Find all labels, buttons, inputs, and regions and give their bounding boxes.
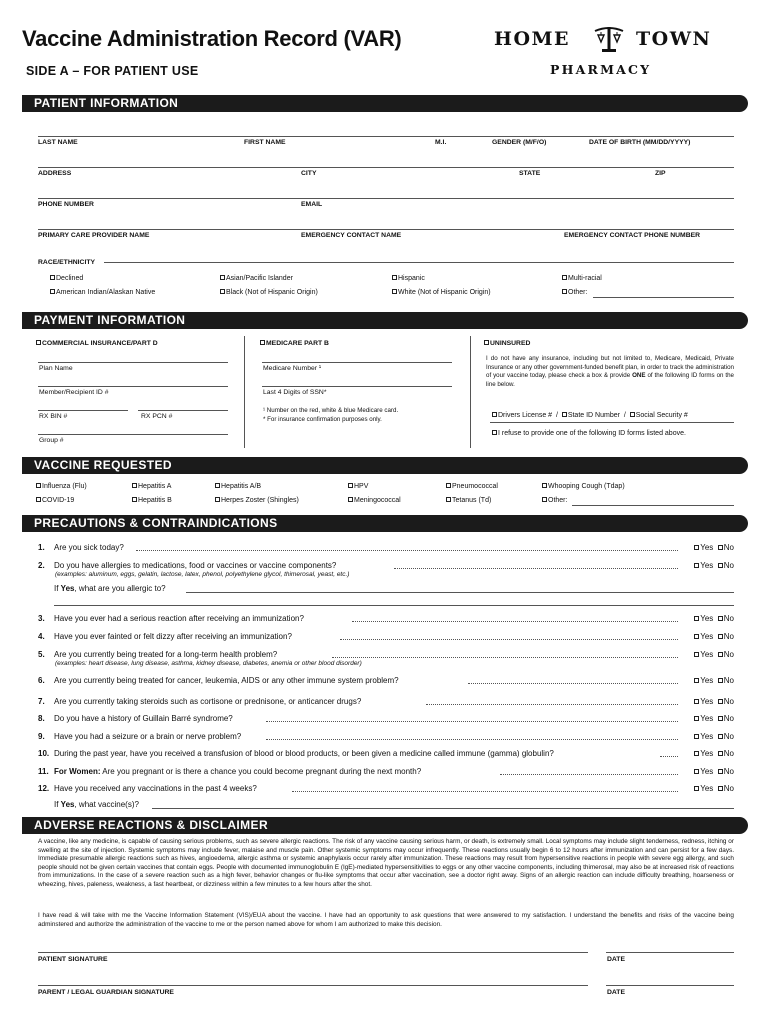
checkbox[interactable] bbox=[562, 412, 567, 417]
checkbox[interactable] bbox=[718, 616, 723, 621]
commercial-insurance-option[interactable]: COMMERCIAL INSURANCE/PART D bbox=[36, 340, 158, 347]
guardian-signature-line[interactable] bbox=[38, 985, 588, 986]
yes-no-options[interactable]: Yes No bbox=[694, 614, 734, 623]
checkbox[interactable] bbox=[694, 751, 699, 756]
race-label: RACE/ETHNICITY bbox=[38, 259, 96, 266]
medicare-card-note: ¹ Number on the red, white & blue Medicare card. bbox=[263, 407, 399, 414]
question-7: 7. Are you currently taking steroids such as cortisone or prednisone, or anticancer drugs? Yes No bbox=[38, 697, 734, 706]
vaccine-option-hepatitis-ab[interactable]: Hepatitis A/B bbox=[215, 483, 261, 490]
yes-no-options[interactable]: Yes No bbox=[694, 714, 734, 723]
address-line[interactable] bbox=[38, 167, 734, 168]
drivers-license-option[interactable]: Drivers License # bbox=[492, 412, 552, 419]
question-3: 3. Have you ever had a serious reaction after receiving an immunization? Yes No bbox=[38, 614, 734, 623]
checkbox[interactable] bbox=[132, 497, 137, 502]
vaccine-option-meningococcal[interactable]: Meningococcal bbox=[348, 497, 401, 504]
checkbox[interactable] bbox=[718, 734, 723, 739]
pharmacy-logo bbox=[494, 22, 744, 82]
name-line[interactable] bbox=[38, 136, 734, 137]
id-options: Drivers License # / State ID Number / Social Security # bbox=[492, 412, 688, 419]
checkbox[interactable] bbox=[215, 497, 220, 502]
checkbox[interactable] bbox=[694, 699, 699, 704]
checkbox[interactable] bbox=[36, 497, 41, 502]
yes-no-options[interactable]: Yes No bbox=[694, 749, 734, 758]
group-label: Group # bbox=[39, 437, 64, 444]
checkbox[interactable] bbox=[694, 716, 699, 721]
checkbox[interactable] bbox=[694, 769, 699, 774]
checkbox[interactable] bbox=[392, 275, 397, 280]
allergy-answer-line-2[interactable] bbox=[54, 605, 734, 606]
ssn-line[interactable] bbox=[262, 386, 452, 387]
rx-bin-line[interactable] bbox=[38, 410, 128, 411]
question-2-examples: (examples: aluminum, eggs, gelatin, lactose, latex, phenol, polyethylene glycol, thimerosal, yeast, etc.) bbox=[55, 571, 350, 578]
plan-name-line[interactable] bbox=[38, 362, 228, 363]
checkbox[interactable] bbox=[492, 412, 497, 417]
member-id-label: Member/Recipient ID # bbox=[39, 389, 109, 396]
phone-line[interactable] bbox=[38, 198, 734, 199]
vaccine-answer-line[interactable] bbox=[152, 808, 734, 809]
race-option-black[interactable]: Black (Not of Hispanic Origin) bbox=[220, 289, 318, 296]
checkbox[interactable] bbox=[718, 563, 723, 568]
race-option-declined[interactable]: Declined bbox=[50, 275, 83, 282]
patient-date-label: DATE bbox=[607, 956, 625, 963]
ssn-label: Last 4 Digits of SSN* bbox=[263, 389, 327, 396]
vaccine-option-influenza[interactable]: Influenza (Flu) bbox=[36, 483, 87, 490]
vaccine-option-tdap[interactable]: Whooping Cough (Tdap) bbox=[542, 483, 625, 490]
yes-no-options[interactable]: Yes No bbox=[694, 676, 734, 685]
checkbox[interactable] bbox=[446, 497, 451, 502]
race-option-asian[interactable]: Asian/Pacific Islander bbox=[220, 275, 293, 282]
checkbox[interactable] bbox=[718, 634, 723, 639]
yes-no-options[interactable]: Yes No bbox=[694, 632, 734, 641]
patient-date-line[interactable] bbox=[606, 952, 734, 953]
checkbox[interactable] bbox=[718, 699, 723, 704]
checkbox[interactable] bbox=[50, 275, 55, 280]
rx-bin-label: RX BIN # bbox=[39, 413, 68, 420]
insurance-note: * For insurance confirmation purposes only. bbox=[263, 415, 382, 423]
checkbox[interactable] bbox=[694, 616, 699, 621]
checkbox[interactable] bbox=[718, 716, 723, 721]
checkbox[interactable] bbox=[542, 497, 547, 502]
section-header-adverse bbox=[22, 817, 748, 834]
question-12-followup: If Yes, what vaccine(s)? bbox=[54, 800, 139, 809]
vaccine-other-line[interactable] bbox=[572, 505, 734, 506]
first-name-label: FIRST NAME bbox=[244, 139, 286, 146]
guardian-date-line[interactable] bbox=[606, 985, 734, 986]
guardian-signature-label: PARENT / LEGAL GUARDIAN SIGNATURE bbox=[38, 989, 174, 996]
rx-pcn-label: RX PCN # bbox=[141, 413, 173, 420]
question-11: 11. For Women: Are you pregnant or is there a chance you could become pregnant during the next month? Yes No bbox=[38, 767, 734, 776]
checkbox[interactable] bbox=[694, 634, 699, 639]
checkbox[interactable] bbox=[718, 652, 723, 657]
pcp-label: PRIMARY CARE PROVIDER NAME bbox=[38, 232, 150, 239]
vaccine-option-shingles[interactable]: Herpes Zoster (Shingles) bbox=[215, 497, 299, 504]
patient-signature-line[interactable] bbox=[38, 952, 588, 953]
vaccine-option-hepatitis-a[interactable]: Hepatitis A bbox=[132, 483, 171, 490]
adverse-reactions-paragraph: A vaccine, like any medicine, is capable of causing serious problems, such as severe allergic reactions. The risk of any vaccine causing serious harm, or death, is extremely small. Local symptoms may include slight tenderness, redness, itching or swelling at the site of injection. Systemic symptoms may include fever, malaise and muscle pain. Other systemic symptoms may occur infrequently. These reactions usually begin 6 to 12 hours after immunization and can persist for a few days. Immediate presumable allergic reactions such as hives, angioedema, allergic asthma or systemic anaphylaxis occur rarely after immunization. These reactions may result from hypersensitive reactions in people with severe egg allergy, and such people should not be given certain vaccines that contain eggs. People with documented immunoglobulin E (IgE)-mediated hypersensitivities to eggs or any other vaccine components, including thimerosal, may also be at increased risk of reactions from immunizations. In the case of a severe reaction such as a high fever, behavior changes or flu-like symptoms that occur after vaccination, see a doctor right away. Signs of an allergic reaction can include difficulty breathing, hoarseness or wheezing, hives, paleness, weakness, a fast heartbeat, or dizziness within a few minutes to a few hours after the shot. bbox=[38, 838, 734, 888]
question-2: 2. Do you have allergies to medications, food or vaccines or vaccine components? Yes No bbox=[38, 561, 734, 570]
phone-label: PHONE NUMBER bbox=[38, 201, 94, 208]
column-divider bbox=[470, 336, 471, 448]
yes-no-options[interactable]: Yes No bbox=[694, 561, 734, 570]
address-label: ADDRESS bbox=[38, 170, 72, 177]
yes-no-options[interactable]: Yes No bbox=[694, 697, 734, 706]
zip-label: ZIP bbox=[655, 170, 666, 177]
member-id-line[interactable] bbox=[38, 386, 228, 387]
checkbox[interactable] bbox=[215, 483, 220, 488]
last-name-label: LAST NAME bbox=[38, 139, 78, 146]
section-header-precautions bbox=[22, 515, 748, 532]
uninsured-option[interactable]: UNINSURED bbox=[484, 340, 530, 347]
race-option-hispanic[interactable]: Hispanic bbox=[392, 275, 425, 282]
question-4: 4. Have you ever fainted or felt dizzy after receiving an immunization? Yes No bbox=[38, 632, 734, 641]
logo-text-home: HOME bbox=[494, 28, 571, 50]
question-5: 5. Are you currently being treated for a long-term health problem? Yes No bbox=[38, 650, 734, 659]
checkbox[interactable] bbox=[260, 340, 265, 345]
checkbox[interactable] bbox=[348, 483, 353, 488]
race-other-line[interactable] bbox=[593, 297, 734, 298]
group-line[interactable] bbox=[38, 434, 228, 435]
checkbox[interactable] bbox=[542, 483, 547, 488]
checkbox[interactable] bbox=[718, 751, 723, 756]
checkbox[interactable] bbox=[718, 678, 723, 683]
race-line bbox=[104, 262, 734, 263]
page-title: Vaccine Administration Record (VAR) bbox=[22, 26, 402, 51]
yes-no-options[interactable]: Yes No bbox=[694, 784, 734, 793]
checkbox[interactable] bbox=[718, 769, 723, 774]
section-header-patient bbox=[22, 95, 748, 112]
vaccine-option-other[interactable]: Other: bbox=[542, 497, 567, 504]
email-label: EMAIL bbox=[301, 201, 323, 208]
question-10: 10. During the past year, have you received a transfusion of blood or blood products, or been given a medicine called immune (gamma) globulin? Yes No bbox=[38, 749, 734, 758]
question-12: 12. Have you received any vaccinations in the past 4 weeks? Yes No bbox=[38, 784, 734, 793]
checkbox[interactable] bbox=[694, 652, 699, 657]
checkbox[interactable] bbox=[562, 289, 567, 294]
emergency-contact-label: EMERGENCY CONTACT NAME bbox=[301, 232, 402, 239]
checkbox[interactable] bbox=[220, 289, 225, 294]
checkbox[interactable] bbox=[630, 412, 635, 417]
checkbox[interactable] bbox=[694, 786, 699, 791]
ssn-option[interactable]: Social Security # bbox=[630, 412, 688, 419]
allergy-answer-line[interactable] bbox=[186, 592, 734, 593]
vaccine-option-covid[interactable]: COVID-19 bbox=[36, 497, 74, 504]
section-title: ADVERSE REACTIONS & DISCLAIMER bbox=[34, 818, 269, 832]
section-title: PRECAUTIONS & CONTRAINDICATIONS bbox=[34, 516, 278, 530]
checkbox[interactable] bbox=[718, 786, 723, 791]
checkbox[interactable] bbox=[694, 734, 699, 739]
checkbox[interactable] bbox=[694, 678, 699, 683]
vaccine-option-pneumococcal[interactable]: Pneumococcal bbox=[446, 483, 498, 490]
rx-pcn-line[interactable] bbox=[138, 410, 228, 411]
mi-label: M.I. bbox=[435, 139, 447, 146]
checkbox[interactable] bbox=[50, 289, 55, 294]
section-header-payment bbox=[22, 312, 748, 329]
vaccine-option-tetanus[interactable]: Tetanus (Td) bbox=[446, 497, 491, 504]
checkbox[interactable] bbox=[694, 545, 699, 550]
id-line[interactable] bbox=[490, 422, 734, 423]
section-title: PAYMENT INFORMATION bbox=[34, 313, 186, 327]
race-option-multiracial[interactable]: Multi-racial bbox=[562, 275, 602, 282]
race-option-other[interactable]: Other: bbox=[562, 289, 587, 296]
checkbox[interactable] bbox=[694, 563, 699, 568]
section-header-vaccine bbox=[22, 457, 748, 474]
checkbox[interactable] bbox=[220, 275, 225, 280]
checkbox[interactable] bbox=[36, 483, 41, 488]
yes-no-options[interactable]: Yes No bbox=[694, 732, 734, 741]
question-2-followup: If Yes, what are you allergic to? bbox=[54, 584, 166, 593]
checkbox[interactable] bbox=[446, 483, 451, 488]
emergency-phone-label: EMERGENCY CONTACT PHONE NUMBER bbox=[564, 232, 701, 239]
medicare-note bbox=[263, 407, 453, 424]
checkbox[interactable] bbox=[718, 545, 723, 550]
medicare-number-label: Medicare Number ¹ bbox=[263, 365, 322, 372]
state-id-option[interactable]: State ID Number bbox=[562, 412, 620, 419]
vaccine-option-hepatitis-b[interactable]: Hepatitis B bbox=[132, 497, 172, 504]
yes-no-options[interactable]: Yes No bbox=[694, 650, 734, 659]
state-label: STATE bbox=[519, 170, 541, 177]
uninsured-statement: I do not have any insurance, including but not limited to, Medicare, Medicaid, Private Insurance or any other government-funded benefit plan, in order to track the administration of your vaccine today, please check a box & provide ONE of the following ID forms on the line below. bbox=[486, 355, 734, 388]
medicare-option[interactable]: MEDICARE PART B bbox=[260, 340, 329, 347]
checkbox[interactable] bbox=[36, 340, 41, 345]
race-option-white[interactable]: White (Not of Hispanic Origin) bbox=[392, 289, 491, 296]
section-title: VACCINE REQUESTED bbox=[34, 458, 172, 472]
refuse-id-option[interactable]: I refuse to provide one of the following ID forms listed above. bbox=[492, 430, 686, 437]
contact-line[interactable] bbox=[38, 229, 734, 230]
question-1: 1. Are you sick today? Yes No bbox=[38, 543, 734, 552]
column-divider bbox=[244, 336, 245, 448]
logo-text-pharmacy: PHARMACY bbox=[550, 62, 652, 77]
question-9: 9. Have you had a seizure or a brain or nerve problem? Yes No bbox=[38, 732, 734, 741]
checkbox[interactable] bbox=[562, 275, 567, 280]
city-label: CITY bbox=[301, 170, 317, 177]
checkbox[interactable] bbox=[492, 430, 497, 435]
question-5-examples: (examples: heart disease, lung disease, asthma, kidney disease, diabetes, anemia or other blood disorder) bbox=[55, 660, 362, 667]
logo-text-town: TOWN bbox=[636, 28, 712, 50]
plan-name-label: Plan Name bbox=[39, 365, 73, 372]
consent-paragraph: I have read & will take with me the Vaccine Information Statement (VIS)/EUA about the vaccine. I have had an opportunity to ask questions that were answered to my satisfaction. I understand the benefits and risks of the vaccine being adminstered and authorize the administration of the vaccine to me or the person named above for whom I am authorized to make this decision. bbox=[38, 912, 734, 928]
yes-no-options[interactable]: Yes No bbox=[694, 543, 734, 552]
question-6: 6. Are you currently being treated for cancer, leukemia, AIDS or any other immune system problem? Yes No bbox=[38, 676, 734, 685]
mortar-pestle-icon bbox=[592, 24, 626, 54]
checkbox[interactable] bbox=[132, 483, 137, 488]
vaccine-option-hpv[interactable]: HPV bbox=[348, 483, 368, 490]
gender-label: GENDER (M/F/O) bbox=[492, 139, 547, 146]
race-option-american-indian[interactable]: American Indian/Alaskan Native bbox=[50, 289, 155, 296]
guardian-date-label: DATE bbox=[607, 989, 625, 996]
checkbox[interactable] bbox=[348, 497, 353, 502]
yes-no-options[interactable]: Yes No bbox=[694, 767, 734, 776]
page-subtitle: SIDE A – FOR PATIENT USE bbox=[26, 64, 199, 78]
checkbox[interactable] bbox=[392, 289, 397, 294]
section-title: PATIENT INFORMATION bbox=[34, 96, 179, 110]
patient-signature-label: PATIENT SIGNATURE bbox=[38, 956, 108, 963]
medicare-number-line[interactable] bbox=[262, 362, 452, 363]
checkbox[interactable] bbox=[484, 340, 489, 345]
question-8: 8. Do you have a history of Guillain Barré syndrome? Yes No bbox=[38, 714, 734, 723]
dob-label: DATE OF BIRTH (MM/DD/YYYY) bbox=[589, 139, 691, 146]
